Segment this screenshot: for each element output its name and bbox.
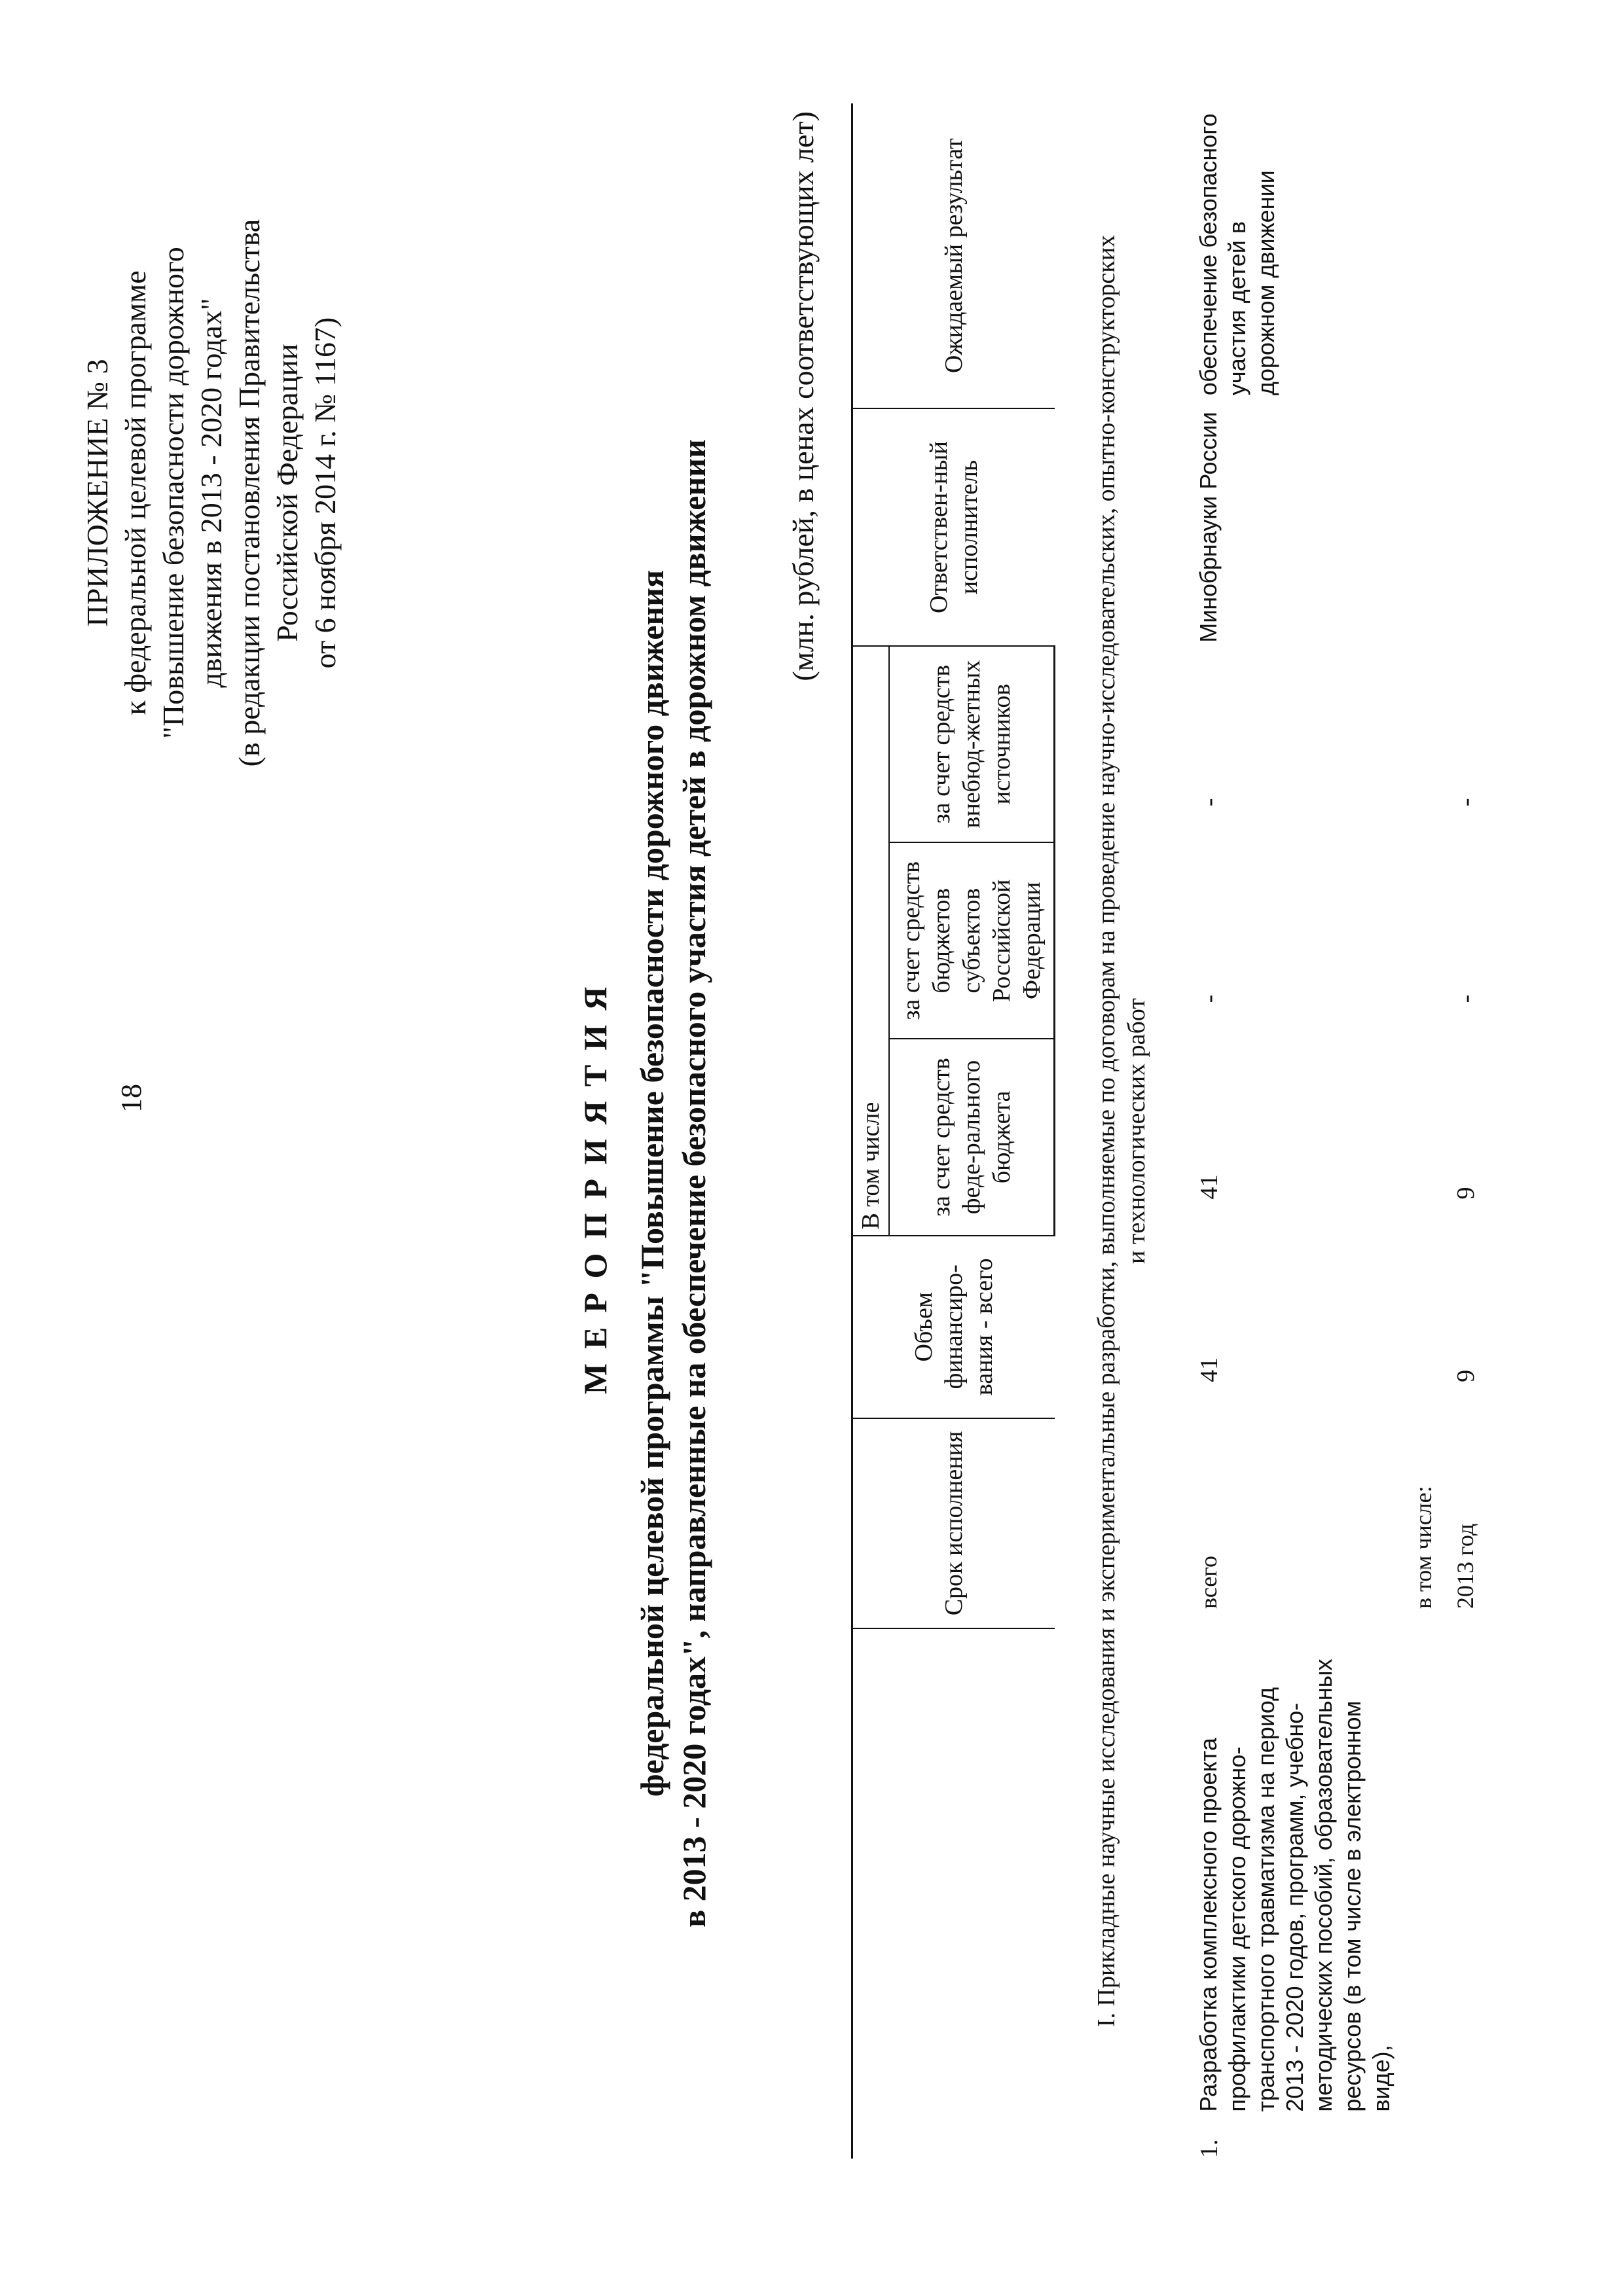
header-group: В том числе — [852, 646, 890, 1236]
row-number: 1. — [1195, 2139, 1223, 2158]
row-total: 9 — [1452, 1369, 1480, 1382]
row-federal: 9 — [1452, 1187, 1480, 1200]
row-result — [1402, 103, 1444, 408]
header-responsible: Ответствен-ный исполнитель — [852, 408, 1055, 646]
row-result: обеспечение безопасного участия детей в дорожном движении — [1195, 113, 1279, 396]
row-description: Разработка комплексного проекта профилактики детского дорожно-транспортного травматизма на период 2013 - 2020 годов, программ, учебно-методических пособий, образовательных ресурсов (в том числе в электронном виде), — [1195, 1659, 1395, 2112]
row-term: в том числе: — [1410, 1486, 1436, 1609]
row-description — [1402, 1628, 1444, 2113]
title-line-1: федеральной целевой программы "Повышение безопасности дорожного движения — [634, 569, 670, 1797]
row-description — [1444, 1628, 1487, 2113]
appendix-line: (в редакции постановления Правительства — [232, 219, 266, 767]
table-row — [1444, 103, 1487, 2159]
row-result — [1444, 103, 1487, 408]
header-total: Объем финансиро-вания - всего — [852, 1236, 1055, 1418]
appendix-line: движения в 2013 - 2020 годах" — [194, 298, 228, 688]
appendix-line: Российской Федерации — [270, 344, 304, 642]
row-federal: 41 — [1195, 1174, 1223, 1200]
header-federal: за счет средств феде-рального бюджета — [889, 1039, 1055, 1235]
header-term: Срок исполнения — [852, 1418, 1055, 1628]
appendix-line: ПРИЛОЖЕНИЕ № 3 — [81, 359, 114, 627]
row-term: всего — [1195, 1555, 1222, 1609]
page-number: 18 — [115, 1084, 147, 1113]
appendix-line: от 6 ноября 2014 г. № 1167) — [308, 317, 342, 669]
header-result: Ожидаемый результат — [852, 103, 1055, 408]
row-responsible — [1444, 408, 1487, 646]
row-term: 2013 год — [1452, 1523, 1478, 1609]
units-note: (млн. рублей, в ценах соответствующих лет) — [786, 111, 820, 681]
row-federal — [1402, 1039, 1444, 1235]
appendix-line: к федеральной целевой программе — [119, 270, 152, 715]
row-regional: - — [1452, 994, 1480, 1003]
appendix-line: "Повышение безопасности дорожного — [156, 247, 190, 739]
row-responsible: Минобрнауки России — [1195, 412, 1222, 643]
row-regional — [1402, 842, 1444, 1039]
row-total — [1402, 1236, 1444, 1418]
table-row — [1402, 103, 1444, 2159]
row-responsible — [1402, 408, 1444, 646]
row-number — [1402, 2113, 1444, 2159]
title-line-2: в 2013 - 2020 годах", направленные на обеспечение безопасного участия детей в дорожном движении — [676, 439, 712, 1928]
appendix-block — [79, 117, 344, 869]
document-title: МЕРОПРИЯТИЯ — [577, 972, 613, 1395]
row-regional: - — [1195, 994, 1223, 1003]
row-extra — [1402, 646, 1444, 842]
header-empty — [852, 1628, 1055, 2159]
title-block — [576, 267, 715, 2100]
section-title: I. Прикладные научные исследования и экспериментальные разработки, выполняемые по договорам на проведение научно-исследовательских, опытно-конструкторских и технологических работ — [1093, 234, 1150, 2028]
header-regional: за счет средств бюджетов субъектов Российской Федерации — [889, 842, 1055, 1039]
measures-table — [851, 103, 1487, 2159]
row-extra: - — [1452, 798, 1480, 807]
row-extra: - — [1195, 798, 1223, 807]
row-number — [1444, 2113, 1487, 2159]
header-extra: за счет средств внебюд-жетных источников — [889, 646, 1055, 842]
table-row — [1188, 103, 1402, 2159]
row-total: 41 — [1195, 1357, 1223, 1382]
